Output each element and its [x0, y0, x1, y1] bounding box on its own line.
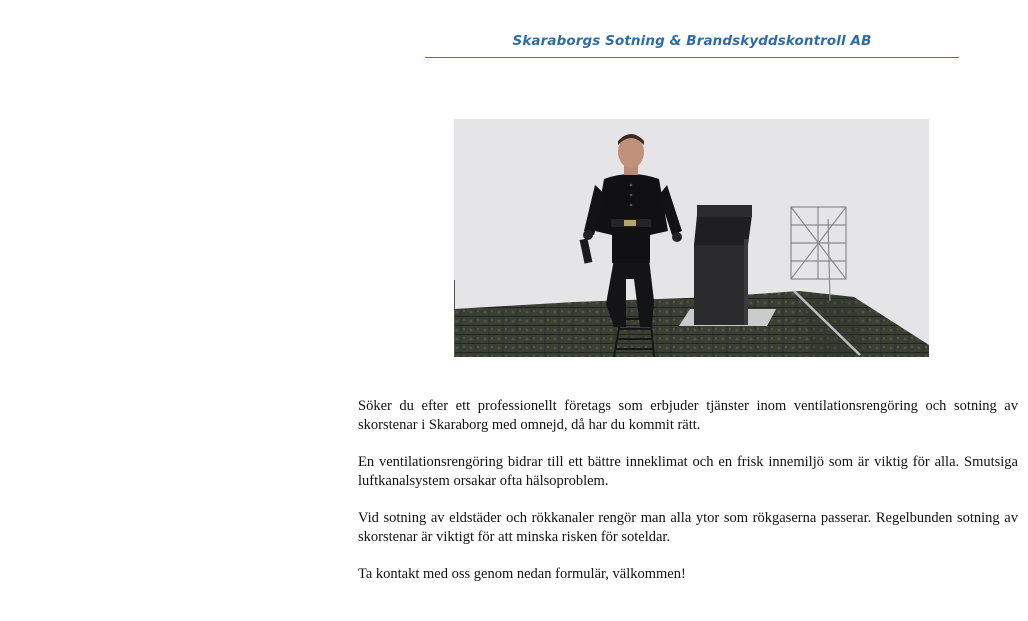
intro-paragraph-4: Ta kontakt med oss genom nedan formulär, välkommen! — [358, 566, 686, 582]
intro-paragraph-2: En ventilationsrengöring bidrar till ett bättre inneklimat och en frisk innemiljö som är viktig för alla. Smutsiga luftkanalsystem orsakar ofta hälsoproblem. — [358, 454, 1018, 489]
intro-paragraph-3: Vid sotning av eldstäder och rökkanaler rengör man alla ytor som rökgaserna passerar. Regelbunden sotning av skorstenar är viktigt för att minska risken för soteldar. — [358, 510, 1018, 545]
hero-photo — [454, 119, 929, 357]
company-title: Skaraborgs Sotning & Brandskyddskontroll AB — [512, 33, 872, 49]
intro-paragraph-1: Söker du efter ett professionellt företags som erbjuder tjänster inom ventilationsrengöring och sotning av skorstenar i Skaraborg med omnejd, då har du kommit rätt. — [358, 398, 1018, 433]
intro-text — [358, 397, 1018, 602]
hero-edge-line — [454, 280, 455, 357]
chimney-shape — [694, 205, 752, 325]
title-divider — [425, 57, 959, 58]
